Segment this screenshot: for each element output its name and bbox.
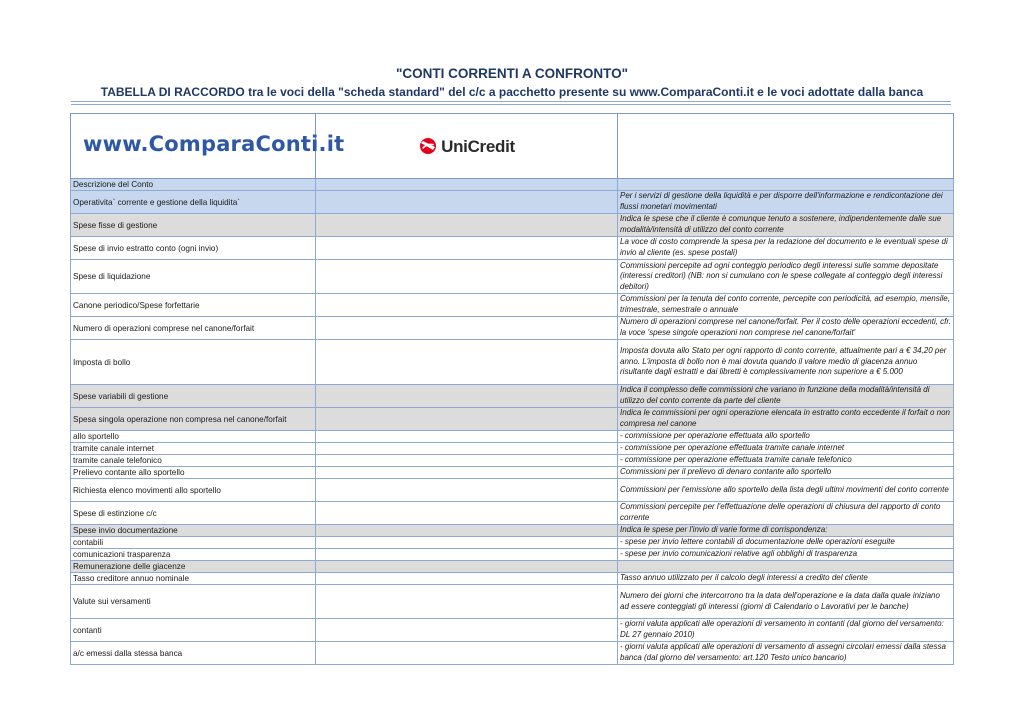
- bank-value: [316, 408, 618, 431]
- row-description: [618, 179, 954, 191]
- row-description: Per i servizi di gestione della liquidità e per disporre dell'informazione e rendicontazione dei flussi monetari movimentati: [618, 191, 954, 214]
- bank-value: [316, 549, 618, 561]
- table-row: [71, 619, 954, 642]
- row-description: - commissione per operazione effettuata tramite canale telefonico: [618, 455, 954, 467]
- bank-value: [316, 619, 618, 642]
- table-row: [71, 294, 954, 317]
- unicredit-logo-text: UniCredit: [441, 136, 515, 156]
- site-logo-cell: [71, 114, 345, 179]
- row-label: tramite canale internet: [71, 443, 316, 455]
- row-label: Remunerazione delle giacenze: [71, 561, 316, 573]
- table-row: [71, 585, 954, 619]
- logo-row: [71, 114, 954, 179]
- row-description: Indica le spese che il cliente è comunque tenuto a sostenere, indipendentemente dalle sue modalità/intensità di utilizzo del conto corrente: [618, 214, 954, 237]
- row-label: a/c emessi dalla stessa banca: [71, 642, 316, 665]
- page-subtitle: TABELLA DI RACCORDO tra le voci della "scheda standard" del c/c a pacchetto presente su www.ComparaConti.it e le voci adottate dalla banca: [100, 85, 924, 99]
- row-label: Richiesta elenco movimenti allo sportello: [71, 479, 316, 502]
- row-label: Spese invio documentazione: [71, 525, 316, 537]
- row-description: Commissioni percepite ad ogni conteggio periodico degli interessi sulle somme depositate (interessi creditori) (NB: non si cumulano con le spese collegate al conteggio degli interessi debitori): [618, 260, 954, 294]
- bank-value: [316, 443, 618, 455]
- bank-value: [316, 179, 618, 191]
- bank-value: [316, 537, 618, 549]
- bank-value: [316, 214, 618, 237]
- row-label: tramite canale telefonico: [71, 455, 316, 467]
- note-logo-cell: [618, 114, 954, 179]
- row-description: Commissioni per l'emissione allo sportello della lista degli ultimi movimenti del conto corrente: [618, 479, 954, 502]
- table-row: [71, 443, 954, 455]
- bank-value: [316, 431, 618, 443]
- row-description: Numero dei giorni che intercorrono tra la data dell'operazione e la data dalla quale iniziano ad essere conteggiati gli interessi (giorni di Calendario o Lavorativi per le banche): [618, 585, 954, 619]
- table-row: [71, 642, 954, 665]
- table-row: [71, 561, 954, 573]
- table-row: [71, 214, 954, 237]
- row-description: Commissioni percepite per l'effettuazione delle operazioni di chiusura del rapporto di conto corrente: [618, 502, 954, 525]
- row-label: Imposta di bollo: [71, 340, 316, 385]
- row-description: Numero di operazioni comprese nel canone/forfait. Per il costo delle operazioni eccedenti, cfr. la voce 'spese singole operazioni non comprese nel canone/forfait': [618, 317, 954, 340]
- row-description: - giorni valuta applicati alle operazioni di versamento di assegni circolari emessi dalla stessa banca (dal giorno del versamento: art.120 Testo unico bancario): [618, 642, 954, 665]
- row-label: Operativita` corrente e gestione della liquidita`: [71, 191, 316, 214]
- bank-value: [316, 385, 618, 408]
- page-title: "CONTI CORRENTI A CONFRONTO": [395, 66, 629, 81]
- bank-value: [316, 573, 618, 585]
- table-row: [71, 237, 954, 260]
- comparaconti-logo: www.ComparaConti.it: [83, 131, 345, 156]
- row-description: Indica le commissioni per ogni operazione elencata in estratto conto eccedente il forfait o non compresa nel canone: [618, 408, 954, 431]
- bank-value: [316, 585, 618, 619]
- bank-value: [316, 502, 618, 525]
- row-label: Canone periodico/Spese forfettarie: [71, 294, 316, 317]
- bank-value: [316, 561, 618, 573]
- table-row: [71, 191, 954, 214]
- row-label: Valute sui versamenti: [71, 585, 316, 619]
- row-label: contanti: [71, 619, 316, 642]
- bank-value: [316, 260, 618, 294]
- bank-value: [316, 237, 618, 260]
- table-row: [71, 385, 954, 408]
- row-description: - spese per invio lettere contabili di documentazione delle operazioni eseguite: [618, 537, 954, 549]
- title-divider: [71, 101, 951, 102]
- row-label: Spese di liquidazione: [71, 260, 316, 294]
- bank-value: [316, 467, 618, 479]
- bank-logo-cell: [316, 114, 618, 179]
- table-row: [71, 525, 954, 537]
- row-description: Indica il complesso delle commissioni che variano in funzione della modalità/intensità di utilizzo del conto corrente da parte del cliente: [618, 385, 954, 408]
- row-label: Spese di invio estratto conto (ogni invio): [71, 237, 316, 260]
- row-label: Spese di estinzione c/c: [71, 502, 316, 525]
- comparison-table: [70, 113, 954, 665]
- row-description: Imposta dovuta allo Stato per ogni rapporto di conto corrente, attualmente pari a € 34,20 per anno. L'imposta di bollo non è mai dovuta quando il valore medio di giacenza annuo risultante dagli estratti e dai libretti è complessivamente non superiore a € 5.000: [618, 340, 954, 385]
- row-label: Descrizione del Conto: [71, 179, 316, 191]
- row-label: Tasso creditore annuo nominale: [71, 573, 316, 585]
- bank-value: [316, 525, 618, 537]
- table-row: [71, 317, 954, 340]
- row-label: Prelievo contante allo sportello: [71, 467, 316, 479]
- bank-value: [316, 340, 618, 385]
- table-row: [71, 537, 954, 549]
- row-description: Commissioni per il prelievo di denaro contante allo sportello: [618, 467, 954, 479]
- bank-value: [316, 191, 618, 214]
- table-row: [71, 467, 954, 479]
- row-label: Spese variabili di gestione: [71, 385, 316, 408]
- table-row: [71, 179, 954, 191]
- row-description: - commissione per operazione effettuata tramite canale internet: [618, 443, 954, 455]
- row-description: - giorni valuta applicati alle operazioni di versamento in contanti (dal giorno del versamento: DL 27 gennaio 2010): [618, 619, 954, 642]
- table-row: [71, 502, 954, 525]
- table-row: [71, 431, 954, 443]
- bank-value: [316, 294, 618, 317]
- table-row: [71, 455, 954, 467]
- row-description: - spese per invio comunicazioni relative agli obblighi di trasparenza: [618, 549, 954, 561]
- bank-value: [316, 317, 618, 340]
- table-row: [71, 408, 954, 431]
- row-label: Spesa singola operazione non compresa nel canone/forfait: [71, 408, 316, 431]
- table-row: [71, 340, 954, 385]
- row-description: [618, 561, 954, 573]
- row-description: - commissione per operazione effettuata allo sportello: [618, 431, 954, 443]
- bank-value: [316, 479, 618, 502]
- row-description: Commissioni per la tenuta del conto corrente, percepite con periodicità, ad esempio, mensile, trimestrale, semestrale o annuale: [618, 294, 954, 317]
- table-row: [71, 479, 954, 502]
- table-row: [71, 260, 954, 294]
- bank-value: [316, 455, 618, 467]
- table-row: [71, 549, 954, 561]
- unicredit-mark-icon: [418, 137, 438, 155]
- row-label: allo sportello: [71, 431, 316, 443]
- row-label: contabili: [71, 537, 316, 549]
- row-label: Numero di operazioni comprese nel canone/forfait: [71, 317, 316, 340]
- row-description: La voce di costo comprende la spesa per la redazione del documento e le eventuali spese di invio al cliente (es. spese postali): [618, 237, 954, 260]
- row-label: comunicazioni trasparenza: [71, 549, 316, 561]
- row-description: Tasso annuo utilizzato per il calcolo degli interessi a credito del cliente: [618, 573, 954, 585]
- table-row: [71, 573, 954, 585]
- row-description: Indica le spese per l'invio di varie forme di corrispondenza:: [618, 525, 954, 537]
- title-divider-secondary: [71, 104, 951, 105]
- bank-value: [316, 642, 618, 665]
- row-label: Spese fisse di gestione: [71, 214, 316, 237]
